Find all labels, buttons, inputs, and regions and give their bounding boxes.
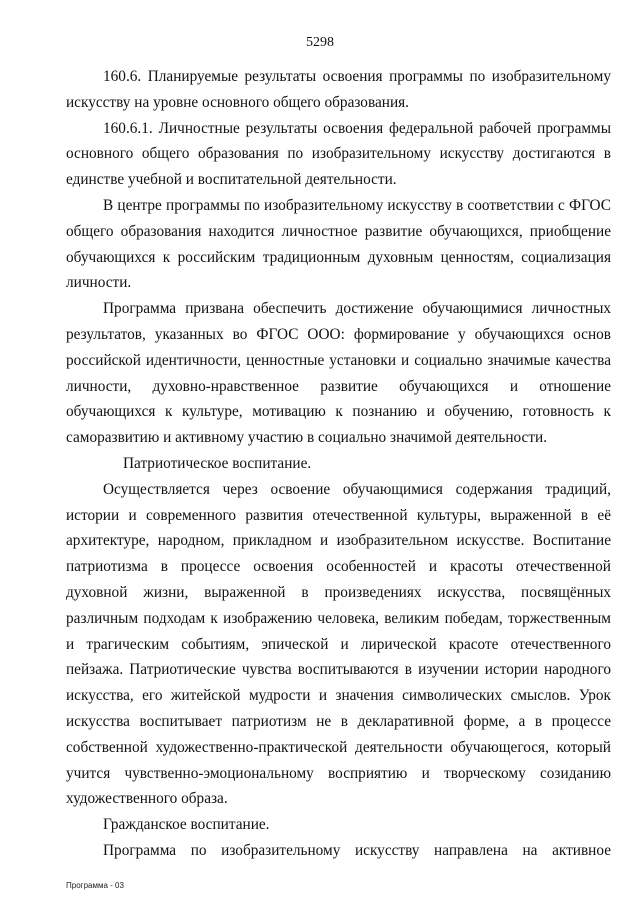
footer-label: Программа - 03	[66, 881, 124, 890]
paragraph-patriotic: Осуществляется через освоение обучающимися содержания традиций, истории и современного развития отечественной культуры, выраженной в её архитектуре, народном, прикладном и изобразительном искусстве. Воспитание патриотизма в процессе освоения особенностей и красоты отечественной духовной жизни, выраженной в произведениях искусства, посвящённых различным подходам к изображению человека, великим победам, торжественным и трагическим событиям, эпической и лирической красоте отечественного пейзажа. Патриотические чувства воспитываются в изучении истории народного искусства, его житейской мудрости и значения символических смыслов. Урок искусства воспитывает патриотизм не в декларативной форме, а в процессе собственной художественно-практической деятельности обучающегося, который учится чувственно-эмоциональному восприятию и творческому созиданию художественного образа.	[66, 480, 611, 808]
section-heading-160-6: 160.6. Планируемые результаты освоения программы по изобразительному искусству на уровне основного общего образования.	[66, 68, 611, 111]
paragraph-program-center: В центре программы по изобразительному искусству в соответствии с ФГОС общего образования находится личностное развитие обучающихся, приобщение обучающихся к российским традиционным духовным ценностям, социализация личности.	[66, 196, 611, 292]
paragraph-program-purpose: Программа призвана обеспечить достижение обучающимися личностных результатов, указанных во ФГОС ООО: формирование у обучающихся основ российской идентичности, ценностные установки и социально значимые качества личности, духовно-нравственное развитие обучающихся и отношение обучающихся к культуре, мотивацию к познанию и обучению, готовность к саморазвитию и активному участию в социально значимой деятельности.	[66, 300, 611, 447]
subheading-civic: Гражданское воспитание.	[103, 816, 270, 834]
page-number: 5298	[306, 35, 334, 50]
section-heading-160-6-1: 160.6.1. Личностные результаты освоения федеральной рабочей программы основного общего образования по изобразительному искусству достигаются в единстве учебной и воспитательной деятельности.	[66, 119, 611, 189]
subheading-patriotic: Патриотическое воспитание.	[123, 454, 312, 472]
document-body	[66, 64, 611, 864]
paragraph-civic-start: Программа по изобразительному искусству направлена на активное	[103, 841, 611, 859]
